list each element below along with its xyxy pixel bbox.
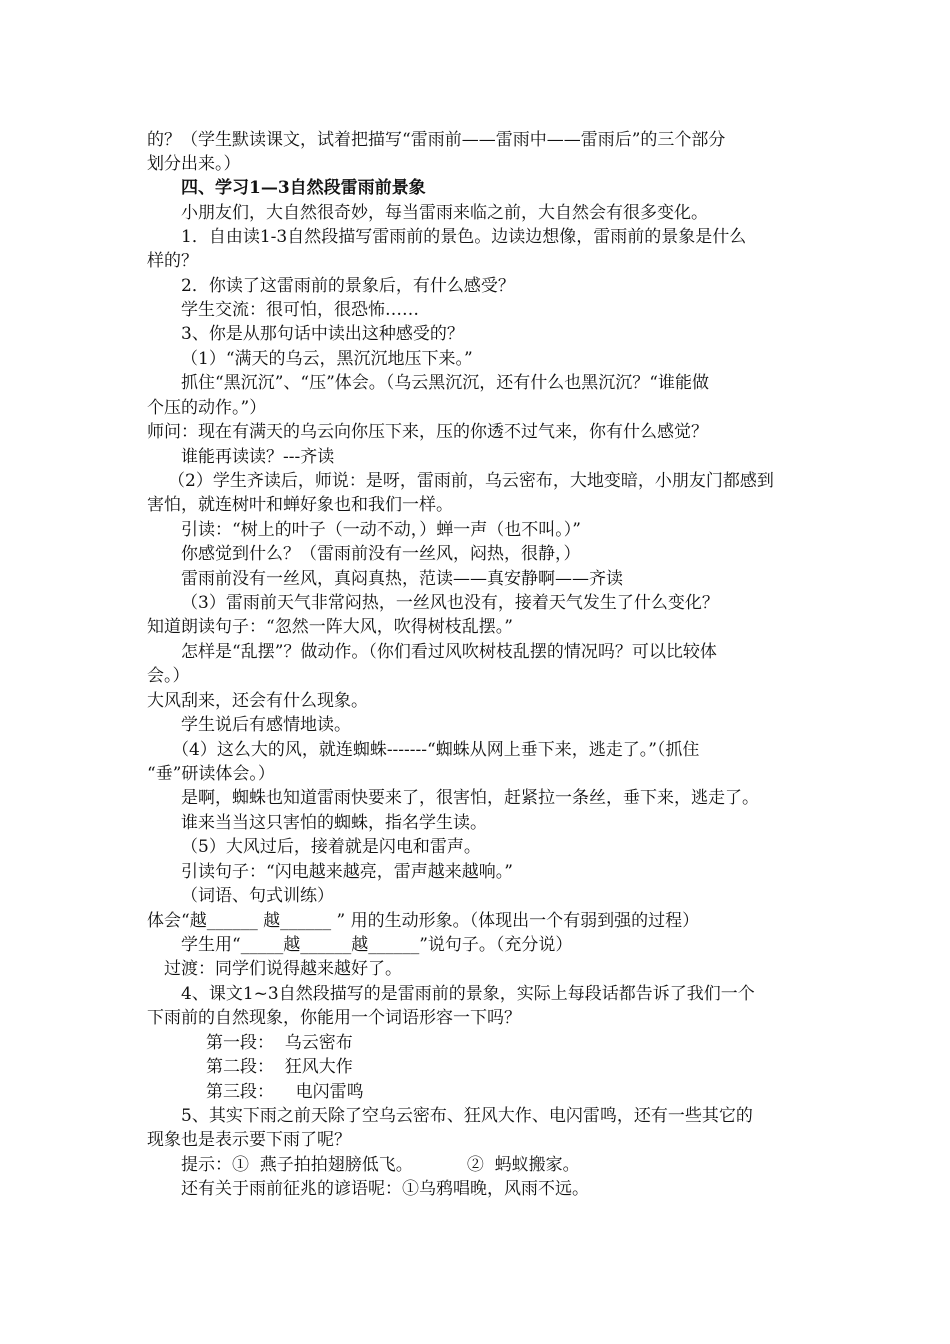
text-line: 学生交流：很可怕，很恐怖……: [181, 300, 419, 320]
text-line: 体会“越______ 越______ ” 用的生动形象。（体现出一个有弱到强的过程）: [147, 911, 700, 931]
text-line: （2）学生齐读后，师说：是呀，雷雨前，乌云密布，大地变暗，小朋友门都感到: [168, 471, 774, 491]
text-line: 现象也是表示要下雨了呢？: [147, 1130, 351, 1150]
text-line: 4、课文1~3自然段描写的是雷雨前的景象，实际上每段话都告诉了我们一个: [181, 984, 755, 1004]
text-line: 还有关于雨前征兆的谚语呢：①乌鸦唱晚，风雨不远。: [181, 1179, 589, 1199]
text-line: 1．自由读1-3自然段描写雷雨前的景色。边读边想像，雷雨前的景象是什么: [181, 227, 747, 247]
text-line: 5、其实下雨之前天除了空乌云密布、狂风大作、电闪雷鸣，还有一些其它的: [181, 1106, 753, 1126]
text-line: 引读：“树上的叶子（一动不动，）蝉一声（也不叫。）”: [181, 520, 581, 540]
text-line: 怎样是“乱摆”？做动作。（你们看过风吹树枝乱摆的情况吗？可以比较体: [181, 642, 717, 662]
text-line: 小朋友们，大自然很奇妙，每当雷雨来临之前，大自然会有很多变化。: [181, 203, 708, 223]
text-line: 过渡：同学们说得越来越好了。: [164, 959, 402, 979]
text-line: 样的？: [147, 251, 198, 271]
text-line: 大风刮来，还会有什么现象。: [147, 691, 368, 711]
text-line: 划分出来。）: [147, 154, 241, 174]
text-line: （5）大风过后，接着就是闪电和雷声。: [181, 837, 481, 857]
text-line: （3）雷雨前天气非常闷热，一丝风也没有，接着天气发生了什么变化？: [181, 593, 719, 613]
text-line: 你感觉到什么？（雷雨前没有一丝风，闷热，很静，）: [181, 544, 581, 564]
text-line: 谁能再读读？---齐读: [181, 447, 335, 467]
text-line: 提示：① 燕子拍拍翅膀低飞。 ② 蚂蚁搬家。: [181, 1155, 580, 1175]
text-line: 第二段： 狂风大作: [206, 1057, 353, 1077]
section-heading: 四、学习1—3自然段雷雨前景象: [181, 178, 426, 198]
text-line: 师问：现在有满天的乌云向你压下来，压的你透不过气来，你有什么感觉？: [147, 422, 708, 442]
text-line: 学生说后有感情地读。: [181, 715, 351, 735]
text-line: 雷雨前没有一丝风，真闷真热，范读——真安静啊——齐读: [181, 569, 623, 589]
text-line: 2．你读了这雷雨前的景象后，有什么感受？: [181, 276, 515, 296]
text-line: 下雨前的自然现象，你能用一个词语形容一下吗？: [147, 1008, 521, 1028]
text-line: 会。）: [147, 666, 190, 686]
text-line: 抓住“黑沉沉”、“压”体会。（乌云黑沉沉，还有什么也黑沉沉？“谁能做: [181, 373, 709, 393]
text-line: 是啊，蜘蛛也知道雷雨快要来了，很害怕，赶紧拉一条丝，垂下来，逃走了。: [181, 788, 759, 808]
text-line: 的？（学生默读课文，试着把描写“雷雨前——雷雨中——雷雨后”的三个部分: [147, 130, 726, 150]
text-line: 害怕，就连树叶和蝉好象也和我们一样。: [147, 495, 453, 515]
text-line: 第一段： 乌云密布: [206, 1033, 353, 1053]
text-line: 引读句子：“闪电越来越亮，雷声越来越响。”: [181, 862, 513, 882]
text-line: “垂”研读体会。）: [147, 764, 275, 784]
text-line: 谁来当当这只害怕的蜘蛛，指名学生读。: [181, 813, 487, 833]
text-line: （1）“满天的乌云，黑沉沉地压下来。”: [181, 349, 473, 369]
text-line: 第三段： 电闪雷鸣: [206, 1082, 364, 1102]
text-line: （4）这么大的风，就连蜘蛛-------“蜘蛛从网上垂下来，逃走了。”（抓住: [172, 740, 700, 760]
text-line: 个压的动作。”）: [147, 398, 267, 418]
text-line: （词语、句式训练）: [181, 886, 334, 906]
text-line: 知道朗读句子：“忽然一阵大风，吹得树枝乱摆。”: [147, 617, 513, 637]
text-line: 3、你是从那句话中读出这种感受的？: [181, 324, 464, 344]
text-line: 学生用“_____越______越______”说句子。（充分说）: [181, 935, 573, 955]
